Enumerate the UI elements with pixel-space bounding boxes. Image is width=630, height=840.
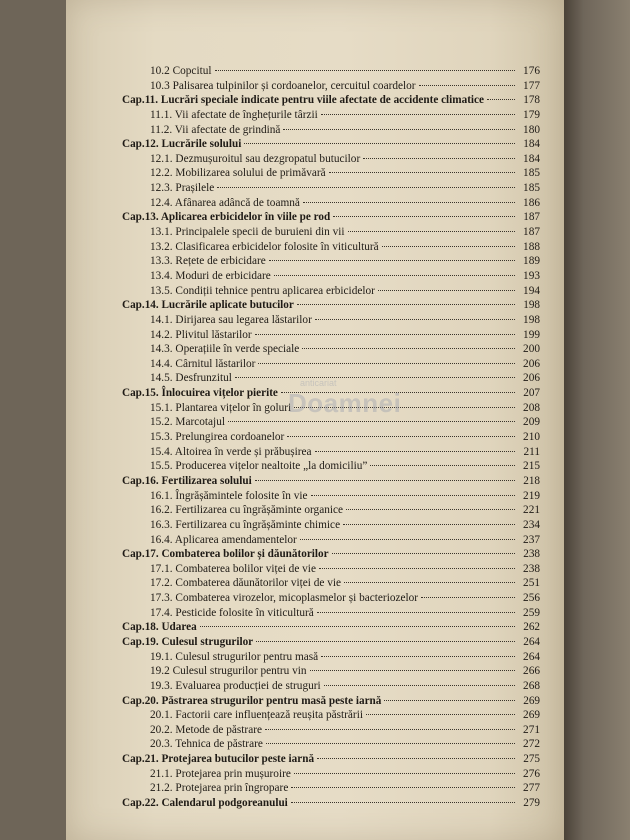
toc-entry-title: Cap.21. Protejarea butucilor peste iarnă [122, 753, 315, 766]
dot-leader [332, 553, 515, 554]
toc-entry-title: 16.2. Fertilizarea cu îngrășăminte organice [150, 504, 344, 517]
dot-leader [487, 99, 515, 100]
toc-chapter-row [122, 210, 540, 225]
toc-entry-title: Cap.14. Lucrările aplicate butucilor [122, 299, 294, 312]
toc-page-number: 206 [523, 372, 540, 385]
toc-section-row [122, 445, 540, 460]
toc-entry-title: 17.4. Pesticide folosite în viticultură [150, 606, 314, 619]
toc-section-row [122, 225, 540, 240]
page-edge-shadow [564, 0, 630, 840]
dot-leader [215, 70, 515, 71]
dot-leader [283, 129, 515, 130]
dot-leader [366, 714, 515, 715]
toc-entry-title: Cap.11. Lucrări speciale indicate pentru viile afectate de accidente climatice [122, 94, 484, 107]
toc-page-number: 238 [523, 562, 540, 575]
toc-page-number: 193 [523, 269, 540, 282]
toc-section-row [122, 489, 540, 504]
toc-page-number: 218 [523, 474, 540, 487]
dot-leader [265, 729, 515, 730]
toc-section-row [122, 123, 540, 138]
dot-leader [287, 436, 515, 437]
toc-entry-title: 14.3. Operațiile în verde speciale [150, 343, 300, 356]
dot-leader [321, 114, 515, 115]
toc-page-number: 272 [523, 738, 540, 751]
toc-entry-title: 16.1. Îngrășămintele folosite în vie [150, 489, 308, 502]
toc-section-row [122, 679, 540, 694]
toc-page-number: 215 [523, 460, 540, 473]
toc-entry-title: Cap.13. Aplicarea erbicidelor în viile pe rod [122, 211, 331, 224]
toc-page-number: 276 [523, 767, 540, 780]
table-of-contents [122, 64, 540, 811]
toc-entry-title: 15.5. Producerea vițelor nealtoite „la domiciliu” [150, 460, 368, 473]
toc-entry-title: 17.2. Combaterea dăunătorilor viței de vie [150, 577, 342, 590]
dot-leader [343, 524, 515, 525]
toc-page-number: 199 [523, 328, 540, 341]
toc-page-number: 194 [523, 284, 540, 297]
dot-leader [378, 290, 515, 291]
dot-leader [255, 480, 515, 481]
toc-entry-title: 19.1. Culesul strugurilor pentru masă [150, 650, 319, 663]
dot-leader [384, 700, 515, 701]
dot-leader [303, 202, 515, 203]
toc-section-row [122, 64, 540, 79]
toc-section-row [122, 357, 540, 372]
toc-section-row [122, 79, 540, 94]
toc-section-row [122, 533, 540, 548]
dot-leader [228, 421, 515, 422]
toc-chapter-row [122, 796, 540, 811]
toc-page-number: 219 [523, 489, 540, 502]
toc-page-number: 277 [523, 782, 540, 795]
toc-page-number: 210 [523, 431, 540, 444]
toc-page-number: 179 [523, 108, 540, 121]
toc-entry-title: 13.5. Condiții tehnice pentru aplicarea erbicidelor [150, 284, 375, 297]
dot-leader [344, 582, 515, 583]
toc-entry-title: 15.2. Marcotajul [150, 416, 225, 429]
dot-leader [217, 187, 515, 188]
toc-page-number: 264 [523, 650, 540, 663]
toc-page-number: 275 [523, 753, 540, 766]
toc-entry-title: 20.2. Metode de păstrare [150, 723, 262, 736]
toc-entry-title: 15.3. Prelungirea cordoanelor [150, 431, 285, 444]
toc-page-number: 264 [523, 635, 540, 648]
toc-section-row [122, 503, 540, 518]
toc-entry-title: 14.1. Dirijarea sau legarea lăstarilor [150, 313, 312, 326]
toc-entry-title: 21.2. Protejarea prin îngropare [150, 782, 289, 795]
toc-page-number: 198 [523, 299, 540, 312]
toc-entry-title: 13.4. Moduri de erbicidare [150, 269, 271, 282]
dot-leader [255, 334, 515, 335]
dot-leader [244, 143, 515, 144]
dot-leader [269, 260, 515, 261]
toc-entry-title: 20.3. Tehnica de păstrare [150, 738, 263, 751]
toc-entry-title: 13.1. Principalele specii de buruieni din vii [150, 226, 345, 239]
toc-entry-title: Cap.20. Păstrarea strugurilor pentru masă peste iarnă [122, 694, 382, 707]
toc-page-number: 176 [523, 65, 540, 77]
dot-leader [311, 495, 516, 496]
toc-page-number: 269 [523, 694, 540, 707]
toc-chapter-row [122, 694, 540, 709]
toc-page-number: 251 [523, 577, 540, 590]
toc-section-row [122, 562, 540, 577]
dot-leader [317, 758, 515, 759]
toc-section-row [122, 108, 540, 123]
dot-leader [333, 216, 515, 217]
toc-entry-title: 16.4. Aplicarea amendamentelor [150, 533, 297, 546]
dot-leader [291, 802, 515, 803]
toc-section-row [122, 240, 540, 255]
toc-page-number: 262 [523, 621, 540, 634]
toc-page-number: 209 [523, 416, 540, 429]
toc-page-number: 256 [523, 592, 540, 605]
toc-chapter-row [122, 137, 540, 152]
toc-chapter-row [122, 620, 540, 635]
toc-entry-title: 17.1. Combaterea bolilor viței de vie [150, 562, 316, 575]
toc-entry-title: Cap.19. Culesul strugurilor [122, 635, 254, 648]
toc-section-row [122, 459, 540, 474]
dot-leader [317, 612, 515, 613]
dot-leader [258, 363, 515, 364]
dot-leader [382, 246, 515, 247]
toc-section-row [122, 737, 540, 752]
toc-section-row [122, 254, 540, 269]
toc-section-row [122, 708, 540, 723]
toc-chapter-row [122, 547, 540, 562]
toc-entry-title: 17.3. Combaterea virozelor, micoplasmelor și bacteriozelor [150, 592, 419, 605]
toc-section-row [122, 196, 540, 211]
toc-entry-title: 21.1. Protejarea prin mușuroire [150, 767, 291, 780]
dot-leader [363, 158, 515, 159]
dot-leader [319, 568, 515, 569]
toc-section-row [122, 342, 540, 357]
toc-entry-title: 15.1. Plantarea vițelor în goluri [150, 401, 292, 414]
watermark-logo: Doamnei [288, 388, 402, 418]
dot-leader [302, 348, 515, 349]
toc-section-row [122, 152, 540, 167]
toc-section-row [122, 606, 540, 621]
dot-leader [274, 275, 515, 276]
toc-entry-title: Cap.15. Înlocuirea vițelor pierite [122, 387, 278, 400]
toc-page-number: 186 [523, 196, 540, 209]
toc-section-row [122, 430, 540, 445]
toc-entry-title: 12.3. Prașilele [150, 182, 215, 195]
toc-page-number: 184 [523, 152, 540, 165]
dot-leader [300, 539, 515, 540]
dot-leader [200, 626, 515, 627]
toc-section-row [122, 723, 540, 738]
toc-entry-title: 11.1. Vii afectate de înghețurile târzii [150, 108, 318, 121]
toc-page-number: 211 [523, 445, 540, 458]
toc-section-row [122, 767, 540, 782]
dot-leader [370, 465, 515, 466]
dot-leader [421, 597, 515, 598]
toc-entry-title: 10.2 Copcitul [150, 65, 212, 77]
toc-entry-title: Cap.22. Calendarul podgoreanului [122, 797, 288, 810]
toc-page-number: 184 [523, 138, 540, 151]
toc-entry-title: Cap.18. Udarea [122, 621, 197, 634]
toc-chapter-row [122, 474, 540, 489]
dot-leader [294, 773, 515, 774]
toc-chapter-row [122, 298, 540, 313]
toc-chapter-row [122, 93, 540, 108]
toc-page-number: 180 [523, 123, 540, 136]
toc-chapter-row [122, 752, 540, 767]
toc-entry-title: 10.3 Palisarea tulpinilor și cordoanelor, cercuitul coardelor [150, 79, 416, 92]
dot-leader [310, 670, 515, 671]
dot-leader [315, 451, 515, 452]
toc-entry-title: 19.3. Evaluarea producției de struguri [150, 679, 321, 692]
toc-page-number: 187 [523, 226, 540, 239]
toc-page-number: 271 [523, 723, 540, 736]
toc-page-number: 206 [523, 357, 540, 370]
toc-entry-title: 12.1. Dezmușuroitul sau dezgropatul butucilor [150, 152, 361, 165]
toc-section-row [122, 328, 540, 343]
toc-section-row [122, 781, 540, 796]
toc-entry-title: 12.4. Afânarea adâncă de toamnă [150, 196, 300, 209]
toc-page-number: 198 [523, 313, 540, 326]
toc-section-row [122, 591, 540, 606]
toc-page-number: 189 [523, 255, 540, 268]
toc-section-row [122, 166, 540, 181]
toc-entry-title: 16.3. Fertilizarea cu îngrășăminte chimice [150, 518, 341, 531]
toc-section-row [122, 650, 540, 665]
toc-page-number: 221 [523, 504, 540, 517]
toc-entry-title: Cap.16. Fertilizarea solului [122, 474, 252, 487]
dot-leader [419, 85, 515, 86]
toc-section-row [122, 284, 540, 299]
toc-section-row [122, 518, 540, 533]
toc-entry-title: 11.2. Vii afectate de grindină [150, 123, 281, 136]
dot-leader [321, 656, 515, 657]
toc-entry-title: 13.3. Rețete de erbicidare [150, 255, 266, 268]
toc-entry-title: 14.4. Cârnitul lăstarilor [150, 357, 256, 370]
toc-page-number: 238 [523, 548, 540, 561]
toc-entry-title: 15.4. Altoirea în verde și prăbușirea [150, 445, 312, 458]
toc-chapter-row [122, 635, 540, 650]
dot-leader [348, 231, 515, 232]
toc-page-number: 269 [523, 709, 540, 722]
toc-section-row [122, 269, 540, 284]
dot-leader [291, 787, 515, 788]
toc-page-number: 279 [523, 797, 540, 810]
toc-page-number: 185 [523, 182, 540, 195]
toc-entry-title: 19.2 Culesul strugurilor pentru vin [150, 665, 307, 678]
toc-page-number: 259 [523, 606, 540, 619]
toc-entry-title: Cap.12. Lucrările solului [122, 138, 242, 151]
toc-entry-title: 12.2. Mobilizarea solului de primăvară [150, 167, 326, 180]
toc-section-row [122, 576, 540, 591]
toc-section-row [122, 313, 540, 328]
dot-leader [324, 685, 515, 686]
toc-entry-title: 14.2. Plivitul lăstarilor [150, 328, 252, 341]
toc-page-number: 185 [523, 167, 540, 180]
dot-leader [329, 172, 515, 173]
dot-leader [346, 509, 515, 510]
toc-page-number: 208 [523, 401, 540, 414]
dot-leader [315, 319, 515, 320]
toc-page-number: 234 [523, 518, 540, 531]
toc-page-number: 207 [523, 387, 540, 400]
toc-entry-title: 13.2. Clasificarea erbicidelor folosite în viticultură [150, 240, 379, 253]
toc-page-number: 188 [523, 240, 540, 253]
dot-leader [266, 743, 515, 744]
toc-section-row [122, 181, 540, 196]
dot-leader [256, 641, 515, 642]
dot-leader [297, 304, 515, 305]
toc-page-number: 268 [523, 679, 540, 692]
toc-page-number: 200 [523, 343, 540, 356]
toc-page-number: 266 [523, 665, 540, 678]
toc-entry-title: Cap.17. Combaterea bolilor și dăunătorilor [122, 548, 329, 561]
toc-entry-title: 14.5. Desfrunzitul [150, 372, 232, 385]
toc-page-number: 177 [523, 79, 540, 92]
watermark-tagline: anticariat [300, 378, 337, 388]
toc-page-number: 237 [523, 533, 540, 546]
toc-section-row [122, 664, 540, 679]
dot-leader [235, 377, 515, 378]
toc-entry-title: 20.1. Factorii care influențează reușita păstrării [150, 709, 363, 722]
toc-page-number: 187 [523, 211, 540, 224]
toc-page-number: 178 [523, 94, 540, 107]
